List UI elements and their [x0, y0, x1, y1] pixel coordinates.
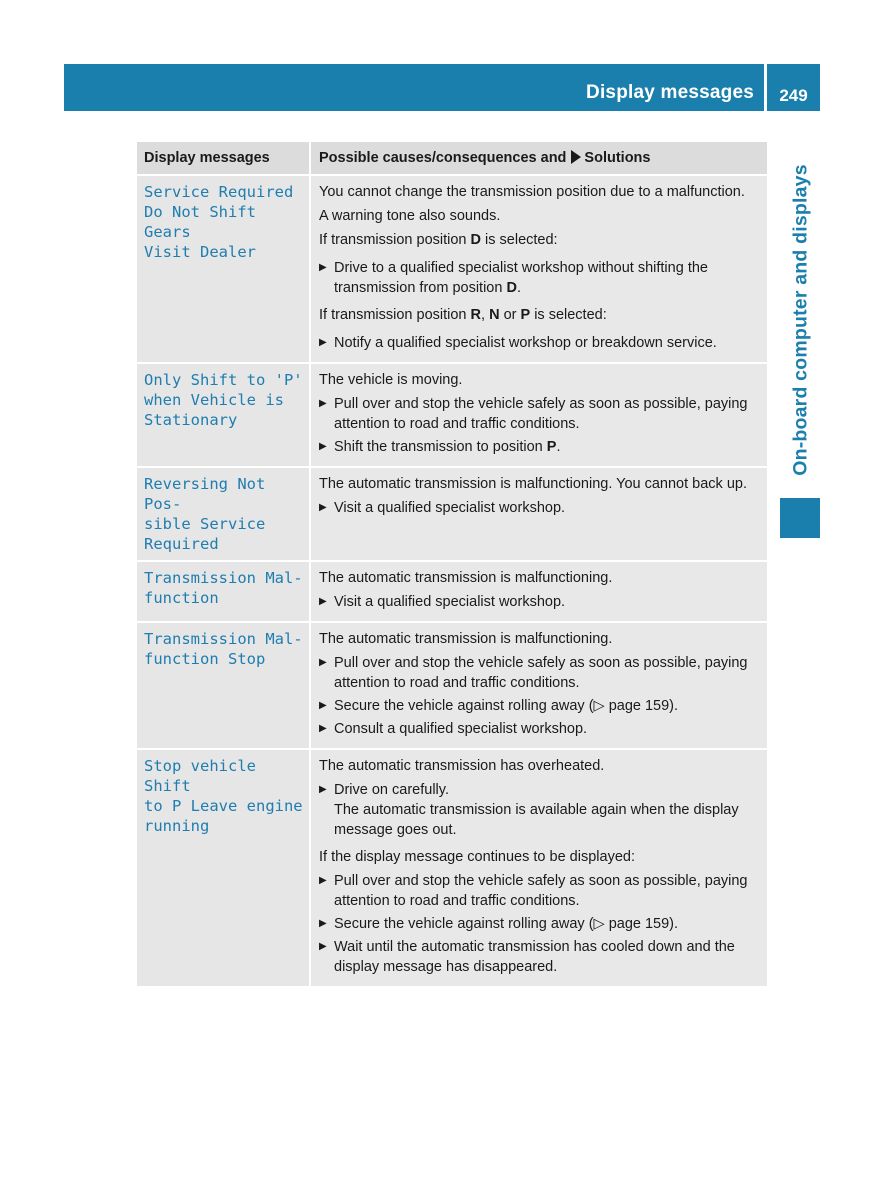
- display-message: Stop vehicle Shift to P Leave engine running: [144, 757, 303, 835]
- cause-text: The automatic transmission is malfunctioning.: [319, 631, 613, 647]
- solution-step: ▶ Shift the transmission to position P.: [319, 439, 561, 455]
- display-message: Reversing Not Pos- sible Service Required: [144, 475, 266, 553]
- bullet-triangle-icon: ▶: [319, 700, 327, 711]
- solution-step: ▶ Secure the vehicle against rolling away (▷ page 159).: [319, 916, 679, 932]
- bullet-triangle-icon: ▶: [319, 262, 327, 273]
- solution-step: ▶ Notify a qualified specialist workshop or breakdown service.: [319, 335, 717, 351]
- solution-step: ▶ Drive to a qualified specialist workshop without shifting the transmission from position D.: [319, 260, 708, 296]
- page-number: 249: [767, 64, 820, 111]
- cause-text: You cannot change the transmission position due to a malfunction.: [319, 184, 745, 200]
- condition-text: If transmission position D is selected:: [319, 232, 558, 248]
- bullet-triangle-icon: ▶: [319, 723, 327, 734]
- solution-step: ▶ Drive on carefully. The automatic transmission is available again when the display message goes out.: [319, 782, 739, 838]
- display-message: Only Shift to 'P' when Vehicle is Stationary: [144, 371, 303, 429]
- solution-step: ▶ Secure the vehicle against rolling away (▷ page 159).: [319, 698, 679, 714]
- solution-step: ▶ Visit a qualified specialist workshop.: [319, 500, 566, 516]
- display-message: Service Required Do Not Shift Gears Visit Dealer: [144, 183, 294, 261]
- display-message: Transmission Mal- function: [144, 569, 303, 607]
- bullet-triangle-icon: ▶: [319, 596, 327, 607]
- bullet-triangle-icon: ▶: [319, 784, 327, 795]
- display-messages-table: [137, 142, 767, 988]
- condition-text: If the display message continues to be displayed:: [319, 849, 635, 865]
- bullet-triangle-icon: ▶: [319, 502, 327, 513]
- solution-arrow-icon: [571, 150, 581, 164]
- header-bar: [64, 64, 764, 111]
- bullet-triangle-icon: ▶: [319, 918, 327, 929]
- solution-step: ▶ Pull over and stop the vehicle safely as soon as possible, paying attention to road and traffic conditions.: [319, 655, 748, 691]
- table-row: [137, 562, 767, 623]
- solution-step: ▶ Wait until the automatic transmission has cooled down and the display message has disappeared.: [319, 939, 735, 975]
- table-row: [137, 468, 767, 562]
- side-tab-label: On-board computer and displays: [789, 164, 812, 476]
- cause-text: The vehicle is moving.: [319, 372, 463, 388]
- bullet-triangle-icon: ▶: [319, 337, 327, 348]
- condition-text: If transmission position R, N or P is selected:: [319, 307, 607, 323]
- table-row: [137, 623, 767, 750]
- solution-step: ▶ Consult a qualified specialist workshop.: [319, 721, 588, 737]
- bullet-triangle-icon: ▶: [319, 875, 327, 886]
- table-row: [137, 750, 767, 988]
- display-message: Transmission Mal- function Stop: [144, 630, 303, 668]
- cause-text: The automatic transmission is malfunctioning.: [319, 570, 613, 586]
- column-header-messages: Display messages: [144, 150, 270, 166]
- table-header-row: [137, 142, 767, 176]
- bullet-triangle-icon: ▶: [319, 398, 327, 409]
- cause-text: A warning tone also sounds.: [319, 208, 501, 224]
- table-row: [137, 364, 767, 468]
- column-header-causes: Possible causes/consequences and Solutions: [309, 142, 767, 174]
- bullet-triangle-icon: ▶: [319, 941, 327, 952]
- solution-step: ▶ Visit a qualified specialist workshop.: [319, 594, 566, 610]
- bullet-triangle-icon: ▶: [319, 441, 327, 452]
- cause-text: The automatic transmission has overheated.: [319, 758, 605, 774]
- bullet-triangle-icon: ▶: [319, 657, 327, 668]
- section-title: Display messages: [586, 82, 754, 103]
- side-tab-marker: [780, 498, 820, 538]
- solution-step: ▶ Pull over and stop the vehicle safely as soon as possible, paying attention to road and traffic conditions.: [319, 396, 748, 432]
- table-row: [137, 176, 767, 364]
- solution-step: ▶ Pull over and stop the vehicle safely as soon as possible, paying attention to road and traffic conditions.: [319, 873, 748, 909]
- cause-text: The automatic transmission is malfunctioning. You cannot back up.: [319, 476, 747, 492]
